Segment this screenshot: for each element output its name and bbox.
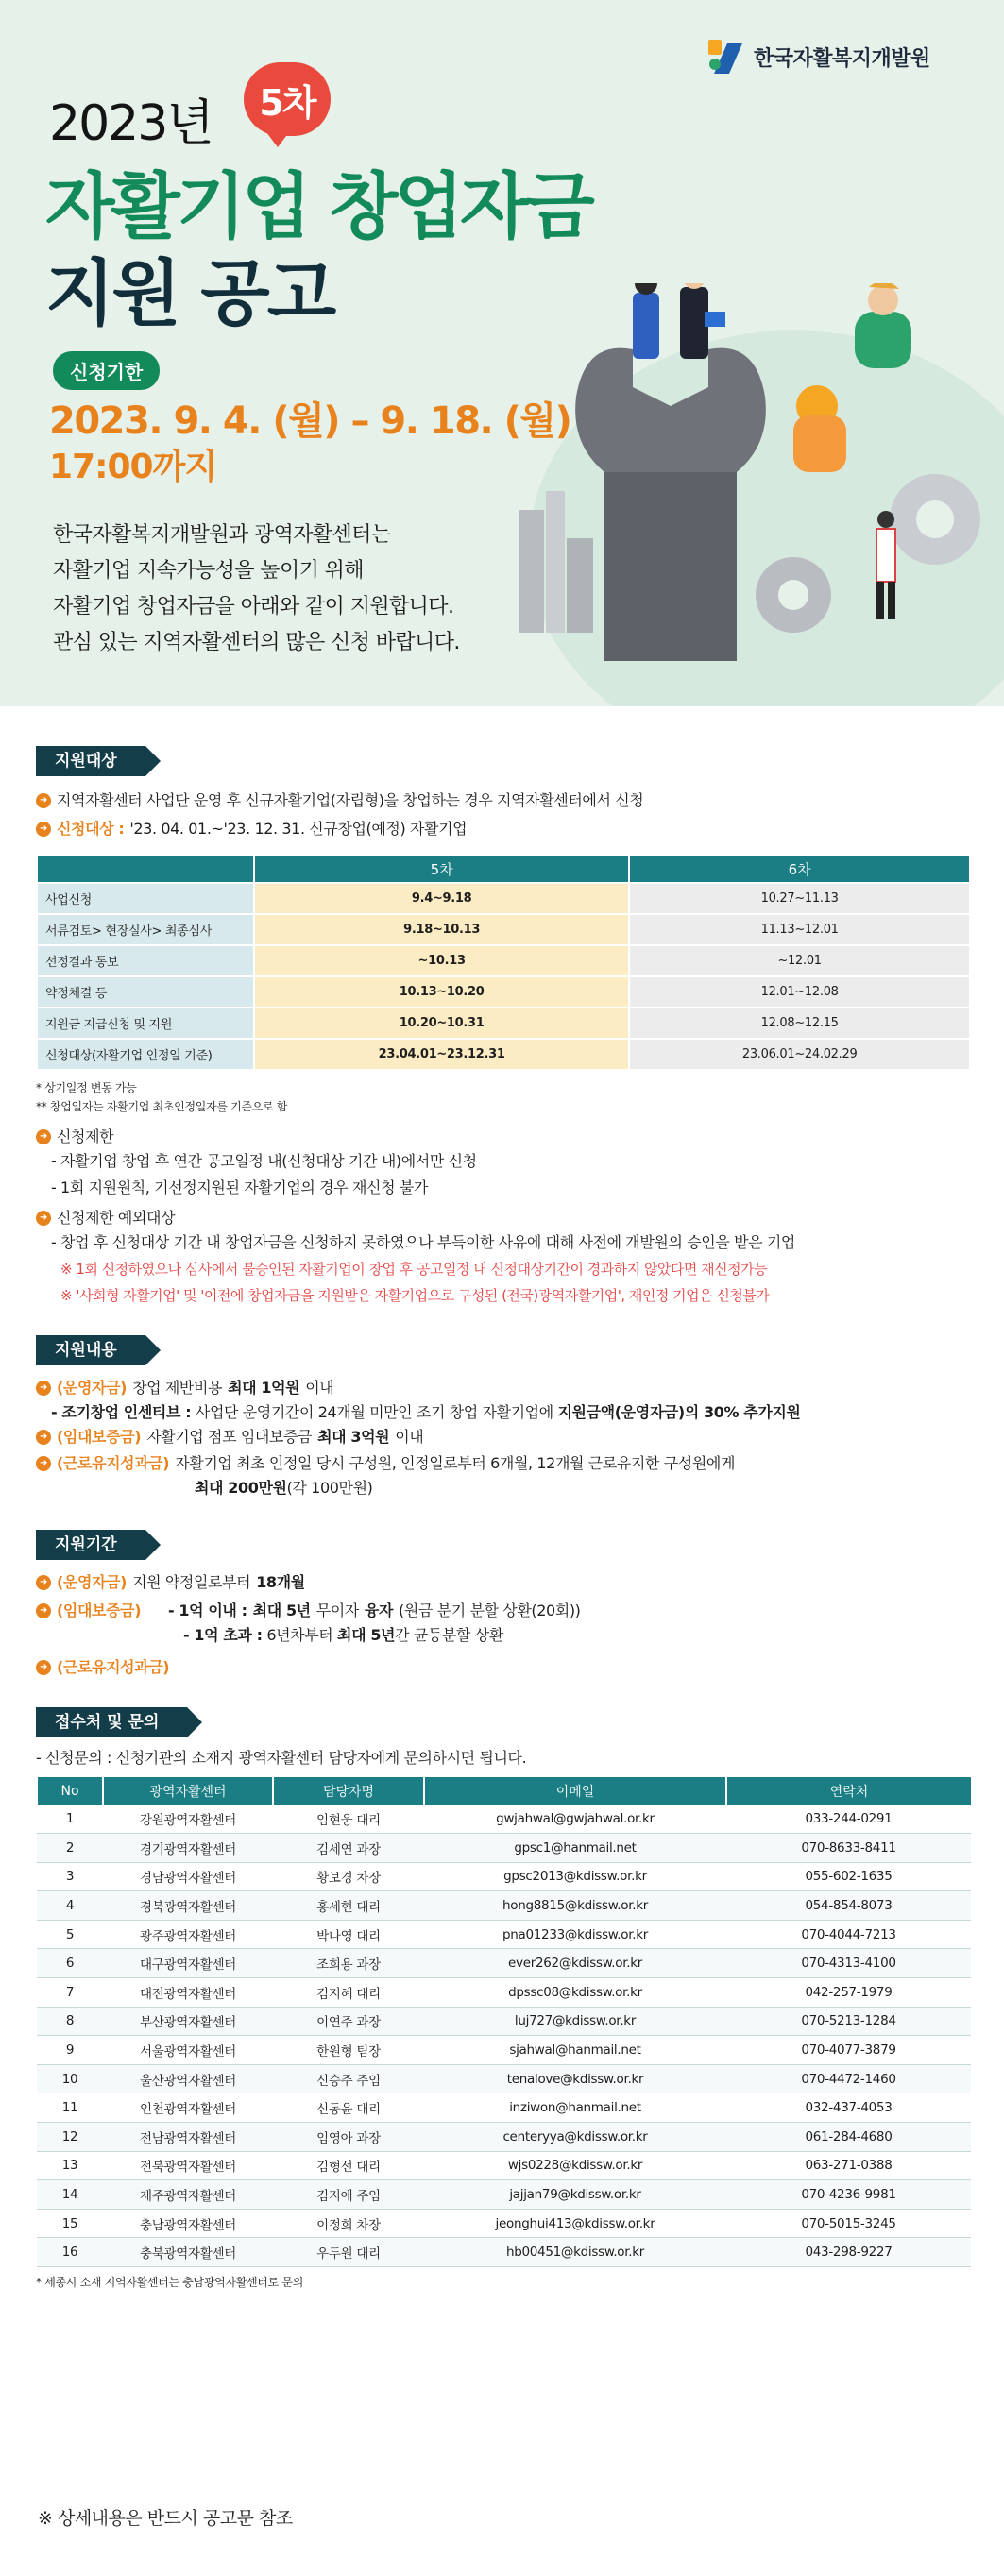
contact-note: * 세종시 소재 지역자활센터는 충남광역자활센터로 문의 — [36, 2276, 303, 2289]
row-email[interactable]: sjahwal@hanmail.net — [424, 2036, 726, 2065]
table-row — [37, 2123, 971, 2152]
row-no: 3 — [37, 1862, 103, 1891]
content-operating: ➜ (운영자금) 창업 제반비용 최대 1억원 이내 — [36, 1377, 971, 1399]
period-rent: ➜ (임대보증금) - 1억 이내 : 최대 5년 무이자 융자 (원금 분기 분할 상환(20회)) — [36, 1600, 971, 1622]
contact-table-body — [37, 1805, 971, 2267]
row-no: 14 — [37, 2180, 103, 2210]
row-no: 16 — [37, 2238, 103, 2267]
row-no: 2 — [37, 1834, 103, 1863]
org-name: 한국자활복지개발원 — [754, 46, 930, 71]
section-content-heading: 지원내용 — [36, 1335, 145, 1365]
row-email[interactable]: gpsc2013@kdissw.or.kr — [424, 1862, 726, 1891]
intro-line: 한국자활복지개발원과 광역자활센터는 — [53, 523, 391, 547]
target-line-2: ➜ 신청대상 : '23. 04. 01.~'23. 12. 31. 신규창업(예정) 자활기업 — [36, 818, 971, 840]
warning-note: ※ '사회형 자활기업' 및 '이전에 창업자금을 지원받은 자활기업으로 구성된 (전국)광역자활기업', 재인정 기업은 신청불가 — [60, 1287, 770, 1304]
org-logo — [706, 38, 930, 76]
contact-intro: - 신청문의 : 신청기관의 소재지 광역자활센터 담당자에게 문의하시면 됩니다. — [36, 1749, 527, 1767]
row-center: 경기광역자활센터 — [103, 1834, 273, 1863]
table-row — [37, 1805, 971, 1834]
row-manager: 홍세현 대리 — [273, 1891, 424, 1921]
row-phone: 070-5015-3245 — [726, 2209, 971, 2238]
schedule-note-2: ** 창업일자는 자활기업 최초인정일자를 기준으로 함 — [36, 1100, 288, 1113]
deadline-time: 17:00까지 — [49, 448, 217, 486]
schedule-col-6: 6차 — [629, 855, 970, 883]
org-logo-icon — [706, 38, 744, 76]
row-no: 10 — [37, 2064, 103, 2093]
row-phone: 070-8633-8411 — [726, 1834, 971, 1863]
row-email[interactable]: gwjahwal@gwjahwal.or.kr — [424, 1805, 726, 1834]
row-phone: 055-602-1635 — [726, 1862, 971, 1891]
schedule-table — [36, 854, 971, 1071]
period-operating: ➜ (운영자금) 지원 약정일로부터 18개월 — [36, 1571, 971, 1594]
row-center: 대전광역자활센터 — [103, 1978, 273, 2008]
table-row — [37, 2180, 971, 2210]
content-retain-amount: 최대 200만원(각 100만원) — [195, 1479, 373, 1497]
arrow-icon: ➜ — [36, 1211, 51, 1226]
row-phone: 043-298-9227 — [726, 2238, 971, 2267]
table-row: 신청대상(자활기업 인정일 기준) 23.04.01~23.12.31 23.06.01~24.02.29 — [37, 1039, 970, 1070]
table-row — [37, 1891, 971, 1921]
warning-note: ※ 1회 신청하였으나 심사에서 불승인된 자활기업이 창업 후 공고일정 내 신청대상기간이 경과하지 않았다면 재신청가능 — [60, 1261, 768, 1278]
contact-table — [36, 1777, 971, 2267]
row-phone: 070-4236-9981 — [726, 2180, 971, 2210]
row-email[interactable]: tenalove@kdissw.or.kr — [424, 2064, 726, 2093]
row-manager: 신동윤 대리 — [273, 2093, 424, 2123]
row-center: 경북광역자활센터 — [103, 1891, 273, 1921]
period-rent-over: - 1억 초과 : 6년차부터 최대 5년간 균등분할 상환 — [183, 1626, 503, 1644]
exception-title: ➜ 신청제한 예외대상 — [36, 1207, 971, 1229]
row-email[interactable]: jajjan79@kdissw.or.kr — [424, 2180, 726, 2210]
row-email[interactable]: wjs0228@kdissw.or.kr — [424, 2151, 726, 2180]
row-center: 충북광역자활센터 — [103, 2238, 273, 2267]
arrow-icon: ➜ — [36, 793, 51, 808]
schedule-col-5: 5차 — [254, 855, 629, 883]
table-row — [37, 1978, 971, 2008]
table-row: 약정체결 등 10.13~10.20 12.01~12.08 — [37, 976, 970, 1008]
deadline-date: 2023. 9. 4. (월) – 9. 18. (월) — [49, 399, 571, 443]
arrow-icon: ➜ — [36, 822, 51, 837]
row-phone: 070-4313-4100 — [726, 1949, 971, 1978]
row-phone: 054-854-8073 — [726, 1891, 971, 1921]
row-phone: 042-257-1979 — [726, 1978, 971, 2008]
row-email[interactable]: pna01233@kdissw.or.kr — [424, 1920, 726, 1949]
row-no: 9 — [37, 2036, 103, 2065]
period-retain: ➜ (근로유지성과금) — [36, 1656, 971, 1679]
row-center: 광주광역자활센터 — [103, 1920, 273, 1949]
content-retain: ➜ (근로유지성과금) 자활기업 최초 인정일 당시 구성원, 인정일로부터 6개월, 12개월 근로유지한 구성원에게 — [36, 1452, 971, 1475]
table-row — [37, 2036, 971, 2065]
table-row: 사업신청 9.4~9.18 10.27~11.13 — [37, 883, 970, 914]
row-email[interactable]: jeonghui413@kdissw.or.kr — [424, 2209, 726, 2238]
row-center: 울산광역자활센터 — [103, 2064, 273, 2093]
row-phone: 070-4077-3879 — [726, 2036, 971, 2065]
notice-body — [36, 746, 971, 2292]
row-no: 8 — [37, 2007, 103, 2036]
row-manager: 박나영 대리 — [273, 1920, 424, 1949]
row-manager: 임영아 과장 — [273, 2123, 424, 2152]
row-no: 1 — [37, 1805, 103, 1834]
row-manager: 김지애 주임 — [273, 2180, 424, 2210]
table-row — [37, 2209, 971, 2238]
table-row: 선정결과 통보 ~10.13 ~12.01 — [37, 945, 970, 976]
row-no: 11 — [37, 2093, 103, 2123]
row-manager: 황보경 차장 — [273, 1862, 424, 1891]
row-center: 제주광역자활센터 — [103, 2180, 273, 2210]
arrow-icon: ➜ — [36, 1456, 51, 1471]
table-row — [37, 2064, 971, 2093]
row-email[interactable]: hong8815@kdissw.or.kr — [424, 1891, 726, 1921]
table-row — [37, 1949, 971, 1978]
table-row — [37, 2151, 971, 2180]
row-manager: 우두원 대리 — [273, 2238, 424, 2267]
year: 2023년 — [49, 95, 213, 152]
row-no: 7 — [37, 1978, 103, 2008]
row-phone: 070-4472-1460 — [726, 2064, 971, 2093]
row-phone: 033-244-0291 — [726, 1805, 971, 1834]
row-manager: 김형선 대리 — [273, 2151, 424, 2180]
row-email[interactable]: hb00451@kdissw.or.kr — [424, 2238, 726, 2267]
arrow-icon: ➜ — [36, 1129, 51, 1144]
row-manager: 임현웅 대리 — [273, 1805, 424, 1834]
table-row: 지원금 지급신청 및 지원 10.20~10.31 12.08~12.15 — [37, 1008, 970, 1039]
row-center: 전남광역자활센터 — [103, 2123, 273, 2152]
intro-text — [53, 517, 460, 661]
intro-line: 자활기업 창업자금을 아래와 같이 지원합니다. — [53, 595, 454, 619]
row-center: 부산광역자활센터 — [103, 2007, 273, 2036]
row-manager: 김세연 과장 — [273, 1834, 424, 1863]
title-line-1: 자활기업 창업자금 — [45, 164, 591, 248]
section-period-heading: 지원기간 — [36, 1530, 145, 1560]
table-row — [37, 1834, 971, 1863]
row-manager: 조희용 과장 — [273, 1949, 424, 1978]
row-phone: 070-4044-7213 — [726, 1920, 971, 1949]
content-rent: ➜ (임대보증금) 자활기업 점포 임대보증금 최대 3억원 이내 — [36, 1426, 971, 1449]
schedule-note-1: * 상기일정 변동 가능 — [36, 1081, 137, 1094]
row-no: 13 — [37, 2151, 103, 2180]
row-center: 대구광역자활센터 — [103, 1949, 273, 1978]
row-center: 전북광역자활센터 — [103, 2151, 273, 2180]
intro-line: 자활기업 지속가능성을 높이기 위해 — [53, 559, 364, 583]
row-center: 인천광역자활센터 — [103, 2093, 273, 2123]
table-row: 서류검토> 현장실사> 최종심사 9.18~10.13 11.13~12.01 — [37, 914, 970, 945]
row-no: 5 — [37, 1920, 103, 1949]
arrow-icon: ➜ — [36, 1575, 51, 1590]
table-row — [37, 1862, 971, 1891]
row-phone: 070-5213-1284 — [726, 2007, 971, 2036]
row-center: 강원광역자활센터 — [103, 1805, 273, 1834]
row-manager: 신승주 주임 — [273, 2064, 424, 2093]
row-email[interactable]: luj727@kdissw.or.kr — [424, 2007, 726, 2036]
section-contact-heading: 접수처 및 문의 — [36, 1707, 187, 1737]
table-header: No 광역자활센터 담당자명 이메일 연락처 — [37, 1777, 971, 1805]
table-row — [37, 2238, 971, 2267]
row-center: 서울광역자활센터 — [103, 2036, 273, 2065]
table-row — [37, 1920, 971, 1949]
row-no: 12 — [37, 2123, 103, 2152]
exception-item: - 창업 후 신청대상 기간 내 창업자금을 신청하지 못하였으나 부득이한 사유에 대해 사전에 개발원의 승인을 받은 기업 — [51, 1233, 795, 1251]
table-row — [37, 2007, 971, 2036]
row-manager: 이연주 과장 — [273, 2007, 424, 2036]
target-line-1: ➜ 지역자활센터 사업단 운영 후 신규자활기업(자립형)을 창업하는 경우 지역자활센터에서 신청 — [36, 789, 971, 812]
row-email[interactable]: dpssc08@kdissw.or.kr — [424, 1978, 726, 2008]
arrow-icon: ➜ — [36, 1603, 51, 1618]
row-no: 6 — [37, 1949, 103, 1978]
footer-note: ※ 상세내용은 반드시 공고문 참조 — [38, 2508, 293, 2529]
hero-banner — [0, 0, 1004, 706]
row-email[interactable]: gpsc1@hanmail.net — [424, 1834, 726, 1863]
arrow-icon: ➜ — [36, 1381, 51, 1396]
row-phone: 032-437-4053 — [726, 2093, 971, 2123]
business-illustration — [491, 283, 1001, 680]
row-phone: 063-271-0388 — [726, 2151, 971, 2180]
row-email[interactable]: centeryya@kdissw.or.kr — [424, 2123, 726, 2152]
arrow-icon: ➜ — [36, 1660, 51, 1675]
title-line-2: 지원 공고 — [45, 251, 334, 335]
row-manager: 이정희 차장 — [273, 2209, 424, 2238]
row-center: 충남광역자활센터 — [103, 2209, 273, 2238]
round-badge: 5차 — [244, 62, 331, 136]
row-no: 4 — [37, 1891, 103, 1921]
table-row — [37, 2093, 971, 2123]
row-no: 15 — [37, 2209, 103, 2238]
deadline-label: 신청기한 — [53, 351, 160, 390]
intro-line: 관심 있는 지역자활센터의 많은 신청 바랍니다. — [53, 631, 460, 654]
row-manager: 김지혜 대리 — [273, 1978, 424, 2008]
row-manager: 한원형 팀장 — [273, 2036, 424, 2065]
content-early-incentive: - 조기창업 인센티브 : 사업단 운영기간이 24개월 미만인 조기 창업 자활기업에 지원금액(운영자금)의 30% 추가지원 — [51, 1403, 801, 1421]
restrict-title: ➜ 신청제한 — [36, 1126, 971, 1148]
restrict-item: - 자활기업 창업 후 연간 공고일정 내(신청대상 기간 내)에서만 신청 — [51, 1152, 477, 1170]
arrow-icon: ➜ — [36, 1430, 51, 1445]
row-email[interactable]: inziwon@hanmail.net — [424, 2093, 726, 2123]
section-target-heading: 지원대상 — [36, 746, 145, 776]
row-phone: 061-284-4680 — [726, 2123, 971, 2152]
restrict-item: - 1회 지원원칙, 기선정지원된 자활기업의 경우 재신청 불가 — [51, 1178, 428, 1196]
row-center: 경남광역자활센터 — [103, 1862, 273, 1891]
row-email[interactable]: ever262@kdissw.or.kr — [424, 1949, 726, 1978]
